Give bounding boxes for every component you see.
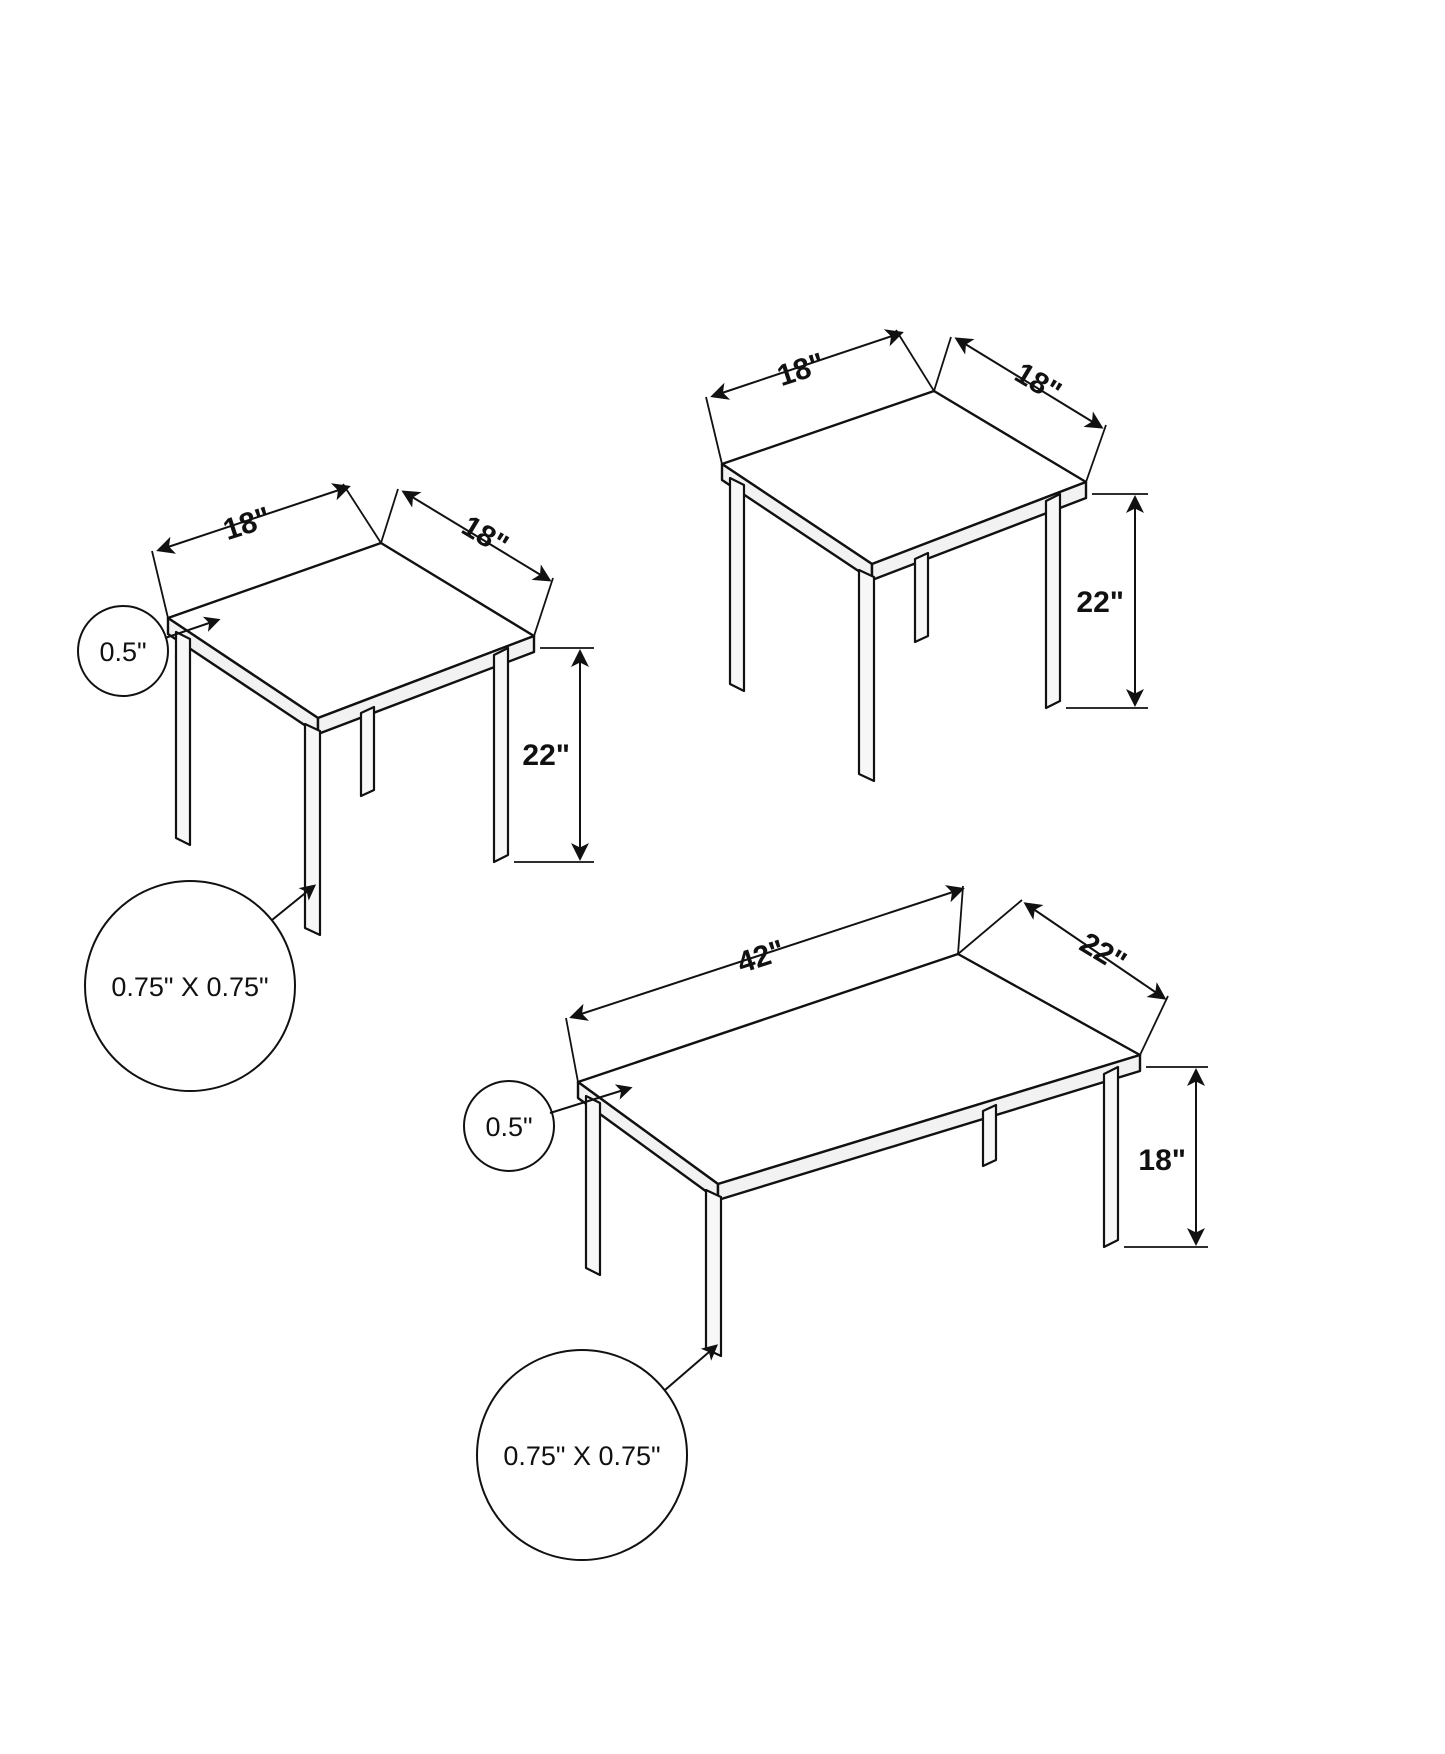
left-table-leg-rear bbox=[361, 707, 374, 796]
left-dim-ext-a bbox=[343, 484, 381, 543]
coffee-table-leg-label: 0.75" X 0.75" bbox=[503, 1441, 661, 1471]
coffee-table-leg-right bbox=[1104, 1067, 1118, 1247]
right-table-leg-front-left bbox=[730, 478, 744, 691]
right-table-leg-rear bbox=[915, 553, 928, 642]
left-dim-ext-c bbox=[381, 489, 398, 543]
coffee-table-leg-front-left bbox=[586, 1096, 600, 1275]
left-table-top-face bbox=[168, 543, 534, 718]
coffee-table-thickness-label: 0.5" bbox=[485, 1112, 533, 1142]
right-table-leg-front-center bbox=[859, 570, 874, 781]
right-table-width-label: 18" bbox=[773, 346, 829, 394]
coffee-table-depth-label: 22" bbox=[1073, 926, 1132, 980]
right-dim-ext-b bbox=[706, 397, 722, 464]
figure-coffee-table bbox=[464, 886, 1208, 1560]
right-dim-ext-d bbox=[1086, 425, 1106, 482]
right-table-leg-right bbox=[1046, 494, 1060, 708]
right-table-top-face bbox=[722, 391, 1086, 564]
coffee-dim-ext-b bbox=[566, 1018, 578, 1082]
left-table-leg-right bbox=[494, 648, 508, 862]
right-table-depth-label: 18" bbox=[1008, 356, 1067, 410]
left-table-width-label: 18" bbox=[219, 500, 275, 548]
left-dim-ext-b bbox=[152, 551, 168, 618]
coffee-table-leg-rear bbox=[983, 1105, 996, 1166]
left-table-height-label: 22" bbox=[522, 739, 570, 772]
right-dim-ext-a bbox=[896, 330, 934, 391]
right-table-height-label: 22" bbox=[1076, 586, 1124, 619]
coffee-dim-ext-a bbox=[958, 886, 963, 954]
left-table-depth-label: 18" bbox=[455, 509, 514, 563]
coffee-leg-callout-leader bbox=[665, 1346, 716, 1390]
left-table-thickness-label: 0.5" bbox=[99, 637, 147, 667]
figure-end-table-left bbox=[78, 484, 594, 1091]
left-dim-ext-d bbox=[534, 578, 553, 636]
coffee-table-leg-front-center bbox=[706, 1190, 721, 1356]
left-table-leg-front-center bbox=[305, 724, 320, 935]
left-table-leg-front-left bbox=[176, 632, 190, 845]
left-table-leg-label: 0.75" X 0.75" bbox=[111, 972, 269, 1002]
coffee-table-width-label: 42" bbox=[733, 933, 789, 981]
coffee-table-height-label: 18" bbox=[1138, 1144, 1186, 1177]
coffee-dim-ext-c bbox=[958, 900, 1022, 954]
coffee-dim-ext-d bbox=[1140, 996, 1168, 1055]
right-dim-ext-c bbox=[934, 337, 951, 391]
figure-end-table-right bbox=[706, 330, 1148, 781]
